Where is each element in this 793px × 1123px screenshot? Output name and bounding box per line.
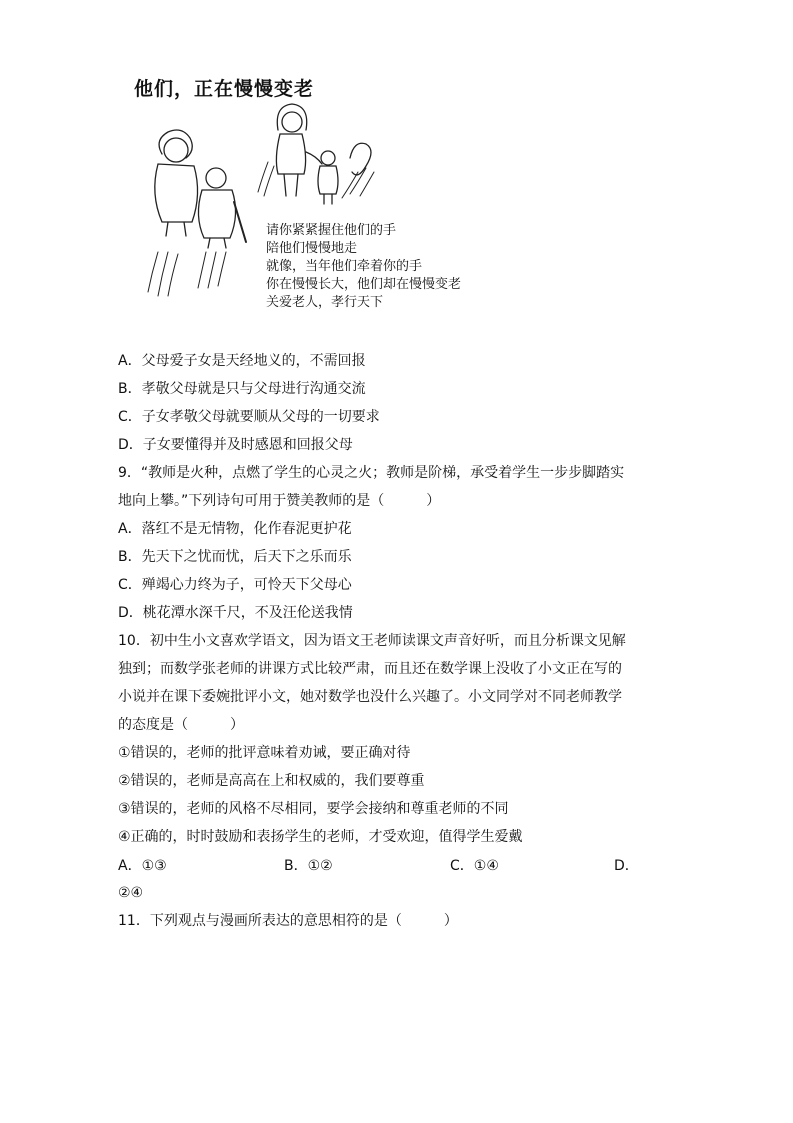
- q10-stem-line: 10．初中生小文喜欢学语文，因为语文王老师读课文声音好听，而且分析课文见解: [118, 633, 626, 649]
- q10-option-b: B．①②: [284, 858, 333, 874]
- caption-line: 陪他们慢慢地走: [266, 241, 358, 256]
- q9-option-b: B．先天下之忧而忧，后天下之乐而乐: [118, 549, 352, 565]
- q10-statement-3: ③错误的，老师的风格不尽相同，要学会接纳和尊重老师的不同: [118, 801, 509, 817]
- mother-child-drawing: [276, 104, 371, 204]
- q9-option-d: D．桃花潭水深千尺，不及汪伦送我情: [118, 605, 353, 621]
- q10-statement-1: ①错误的，老师的批评意味着劝诫，要正确对待: [118, 745, 411, 761]
- q10-stem-line: 的态度是（ ）: [118, 717, 244, 733]
- q8-option-d: D．子女要懂得并及时感恩和回报父母: [118, 437, 353, 453]
- q10-option-c: C．①④: [450, 858, 499, 874]
- caption-line: 就像，当年他们牵着你的手: [266, 259, 423, 274]
- elderly-couple-drawing: [155, 130, 246, 248]
- q8-option-c: C．子女孝敬父母就要顺从父母的一切要求: [118, 409, 380, 425]
- q10-stem-line: 独到；而数学张老师的讲课方式比较严肃，而且还在数学课上没收了小文正在写的: [118, 661, 622, 677]
- caption-line: 关爱老人，孝行天下: [266, 295, 384, 310]
- q10-statement-2: ②错误的，老师是高高在上和权威的，我们要尊重: [118, 773, 425, 789]
- q10-options-row: [118, 855, 678, 875]
- comic-title: 他们，正在慢慢变老: [134, 78, 315, 100]
- q11-stem: 11．下列观点与漫画所表达的意思相符的是（ ）: [118, 913, 458, 929]
- q9-option-a: A．落红不是无情物，化作春泥更护花: [118, 521, 352, 537]
- q10-statement-4: ④正确的，时时鼓励和表扬学生的老师，才受欢迎，值得学生爱戴: [118, 829, 523, 845]
- comic-caption: [266, 222, 461, 312]
- q10-stem-line: 小说并在课下委婉批评小文，她对数学也没什么兴趣了。小文同学对不同老师教学: [118, 689, 622, 705]
- q10-option-d: D．: [614, 858, 639, 874]
- q10-option-d-text: ②④: [118, 885, 144, 901]
- q9-option-c: C．殚竭心力终为子，可怜天下父母心: [118, 577, 352, 593]
- caption-line: 你在慢慢长大，他们却在慢慢变老: [266, 277, 462, 292]
- q8-option-a: A．父母爱子女是天经地义的，不需回报: [118, 353, 366, 369]
- caption-line: 请你紧紧握住他们的手: [266, 223, 397, 238]
- q10-option-a: A．①③: [118, 858, 167, 874]
- comic-figure: [128, 72, 508, 308]
- q9-stem-line: 9．“教师是火种，点燃了学生的心灵之火；教师是阶梯，承受着学生一步步脚踏实: [118, 465, 625, 481]
- q8-option-b: B．孝敬父母就是只与父母进行沟通交流: [118, 381, 366, 397]
- q9-stem-line: 地向上攀。”下列诗句可用于赞美教师的是（ ）: [118, 493, 441, 509]
